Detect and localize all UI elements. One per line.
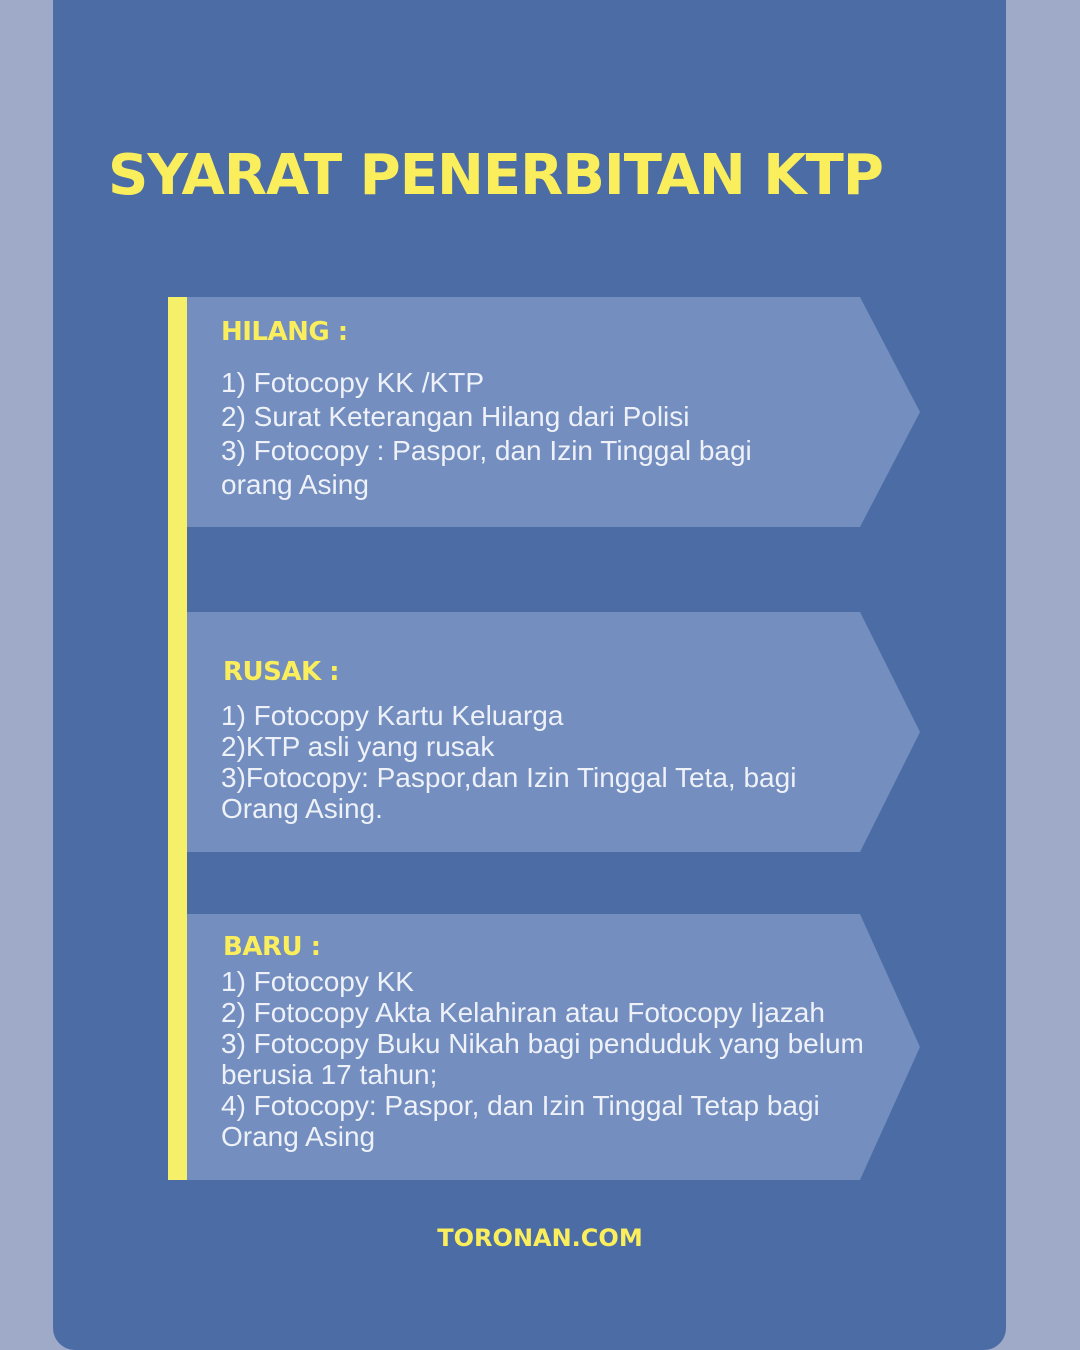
- section-heading-baru: BARU :: [223, 932, 321, 962]
- list-item: 1) Fotocopy Kartu Keluarga: [221, 700, 564, 731]
- section-list-hilang: [221, 366, 921, 502]
- list-item: 2)KTP asli yang rusak: [221, 731, 495, 762]
- list-item: Orang Asing: [221, 1121, 376, 1152]
- page-title: SYARAT PENERBITAN KTP: [108, 143, 883, 208]
- section-heading-rusak: RUSAK :: [223, 657, 340, 687]
- list-item: 1) Fotocopy KK: [221, 966, 414, 997]
- section-heading-hilang: HILANG :: [221, 317, 348, 347]
- list-item: 3)Fotocopy: Paspor,dan Izin Tinggal Teta, bagi: [221, 762, 797, 793]
- section-list-rusak: [221, 700, 921, 824]
- list-item: Orang Asing.: [221, 793, 383, 824]
- list-item: orang Asing: [221, 469, 369, 500]
- list-item: 3) Fotocopy Buku Nikah bagi penduduk yang belum: [221, 1028, 864, 1059]
- list-item: 1) Fotocopy KK /KTP: [221, 367, 484, 398]
- section-list-baru: [221, 966, 921, 1152]
- footer-site-label: TORONAN.COM: [437, 1224, 643, 1252]
- list-item: berusia 17 tahun;: [221, 1059, 438, 1090]
- timeline-bar: [168, 297, 187, 1180]
- list-item: 2) Fotocopy Akta Kelahiran atau Fotocopy Ijazah: [221, 997, 825, 1028]
- list-item: 4) Fotocopy: Paspor, dan Izin Tinggal Tetap bagi: [221, 1090, 820, 1121]
- list-item: 3) Fotocopy : Paspor, dan Izin Tinggal bagi: [221, 435, 752, 466]
- list-item: 2) Surat Keterangan Hilang dari Polisi: [221, 401, 690, 432]
